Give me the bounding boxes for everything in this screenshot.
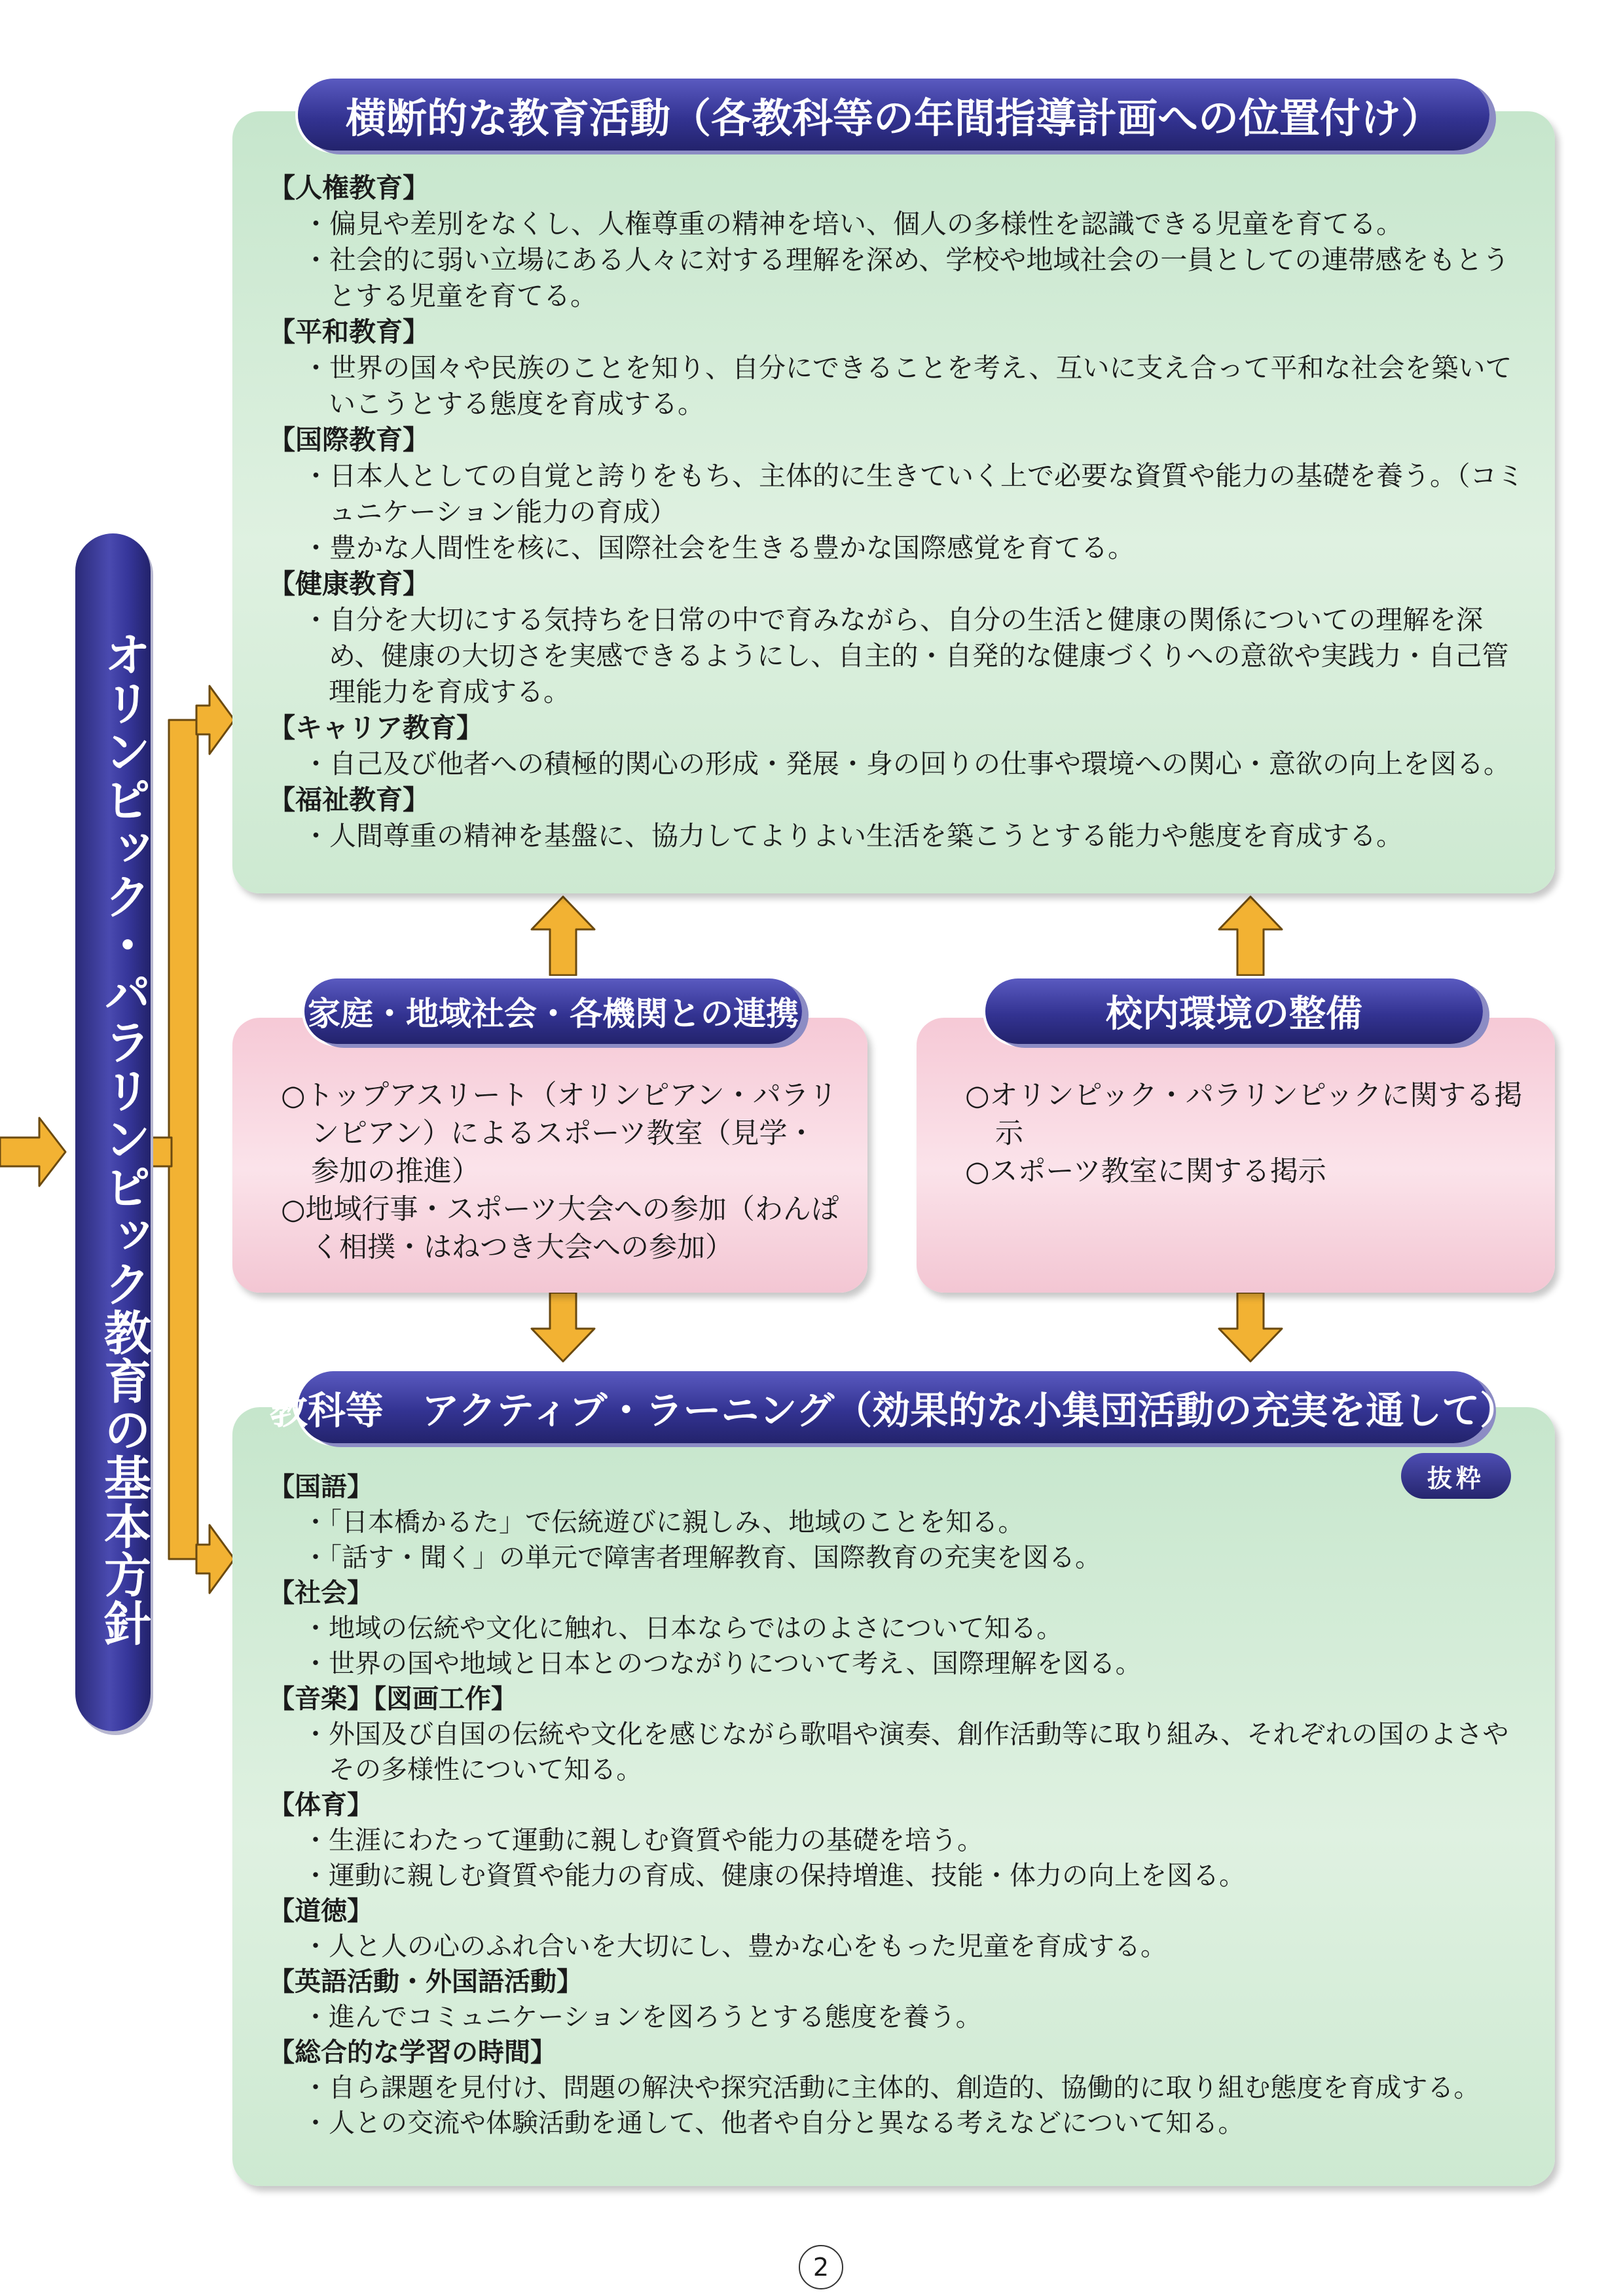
bullet-item: ・外国及び自国の伝統や文化を感じながら歌唱や演奏、創作活動等に取り組み、それぞれの国のよさやその多様性について知る。 (302, 1719, 1509, 1785)
bullet-item: ・社会的に弱い立場にある人々に対する理解を深め、学校や地域社会の一員としての連帯感をもとうとする児童を育てる。 (302, 244, 1510, 312)
bullet-item: ・「日本橋かるた」で伝統遊びに親しみ、地域のことを知る。 (302, 1507, 1025, 1537)
bullet-item: ・「話す・聞く」の単元で障害者理解教育、国際教育の充実を図る。 (302, 1543, 1101, 1573)
down-arrow-right (1219, 1293, 1282, 1361)
connector-stub (152, 1138, 172, 1166)
basic-policy-bar (75, 533, 151, 1731)
bullet-item: ・自分を大切にする気持ちを日常の中で育みながら、自分の生活と健康の関係についての理解を深め、健康の大切さを実感できるようにし、自主的・自発的な健康づくりへの意欲や実践力・自己管理能力を育成する。 (302, 604, 1509, 708)
bullet-item: ・地域の伝統や文化に触れ、日本ならではのよさについて知る。 (302, 1613, 1063, 1643)
bullet-item: ・豊かな人間性を核に、国際社会を生きる豊かな国際感覚を育てる。 (302, 532, 1135, 564)
community-content (265, 1077, 841, 1266)
bullet-item: ・偏見や差別をなくし、人権尊重の精神を培い、個人の多様性を認識できる児童を育てる。 (302, 208, 1403, 240)
cross-curricular-content (268, 170, 1525, 854)
circle-item: ○オリンピック・パラリンピックに関する掲示 (965, 1079, 1523, 1150)
bullet-item: ・生涯にわたって運動に親しむ資質や能力の基礎を培う。 (302, 1825, 983, 1856)
down-arrow-left (532, 1293, 594, 1361)
category-label: 【道徳】 (268, 1896, 373, 1926)
category-label: 【平和教育】 (268, 316, 429, 348)
bullet-item: ・人間尊重の精神を基盤に、協力してよりよい生活を築こうとする能力や態度を育成する。 (302, 820, 1403, 852)
category-label: 【英語活動・外国語活動】 (268, 1967, 583, 1997)
community-header: 家庭・地域社会・各機関との連携 (304, 978, 802, 1044)
category-label: 【体育】 (268, 1790, 373, 1820)
excerpt-badge: 抜粋 (1401, 1453, 1511, 1499)
arrow-to-top-panel (196, 686, 234, 754)
page-number: 2 (799, 2245, 843, 2289)
circle-item: ○スポーツ教室に関する掲示 (965, 1155, 1326, 1188)
category-label: 【国際教育】 (268, 424, 429, 456)
cross-curricular-header: 横断的な教育活動（各教科等の年間指導計画への位置付け） (298, 79, 1489, 151)
active-learning-content (268, 1469, 1525, 2141)
category-label: 【健康教育】 (268, 568, 429, 600)
circle-item: ○トップアスリート（オリンピアン・パラリンピアン）によるスポーツ教室（見学・参加の推進） (281, 1079, 837, 1188)
category-label: 【福祉教育】 (268, 784, 429, 816)
bullet-item: ・人と人の心のふれ合いを大切にし、豊かな心をもった児童を育成する。 (302, 1931, 1167, 1962)
bullet-item: ・世界の国や地域と日本とのつながりについて考え、国際理解を図る。 (302, 1649, 1142, 1679)
bullet-item: ・人との交流や体験活動を通して、他者や自分と異なる考えなどについて知る。 (302, 2108, 1245, 2138)
bullet-item: ・進んでコミュニケーションを図ろうとする態度を養う。 (302, 2002, 982, 2032)
category-label: 【キャリア教育】 (268, 712, 483, 744)
entry-arrow (0, 1118, 65, 1186)
category-label: 【音楽】【図画工作】 (268, 1684, 517, 1714)
connector-line (169, 720, 198, 1559)
up-arrow-left (532, 897, 594, 975)
active-learning-header: 教科等 アクティブ・ラーニング（効果的な小集団活動の充実を通して） (298, 1371, 1489, 1443)
bullet-item: ・自ら課題を見付け、問題の解決や探究活動に主体的、創造的、協働的に取り組む態度を育成する。 (302, 2073, 1480, 2103)
category-label: 【総合的な学習の時間】 (268, 2037, 556, 2068)
circle-item: ○地域行事・スポーツ大会への参加（わんぱく相撲・はねつき大会への参加） (281, 1193, 839, 1264)
school-environment-content (949, 1077, 1525, 1191)
category-label: 【人権教育】 (268, 172, 429, 204)
bullet-item: ・日本人としての自覚と誇りをもち、主体的に生きていく上で必要な資質や能力の基礎を養う。（コミュニケーション能力の育成） (302, 460, 1524, 528)
arrow-to-bottom-panel (196, 1525, 234, 1593)
bullet-item: ・自己及び他者への積極的関心の形成・発展・身の回りの仕事や環境への関心・意欲の向上を図る。 (302, 748, 1510, 780)
school-environment-header: 校内環境の整備 (985, 978, 1483, 1044)
up-arrow-right (1219, 897, 1282, 975)
side-title: オリンピック・パラリンピック教育の基本方針 (96, 630, 151, 1647)
bullet-item: ・運動に親しむ資質や能力の育成、健康の保持増進、技能・体力の向上を図る。 (302, 1861, 1245, 1891)
category-label: 【国語】 (268, 1472, 373, 1502)
category-label: 【社会】 (268, 1578, 373, 1608)
bullet-item: ・世界の国々や民族のことを知り、自分にできることを考え、互いに支え合って平和な社会を築いていこうとする態度を育成する。 (302, 352, 1512, 420)
